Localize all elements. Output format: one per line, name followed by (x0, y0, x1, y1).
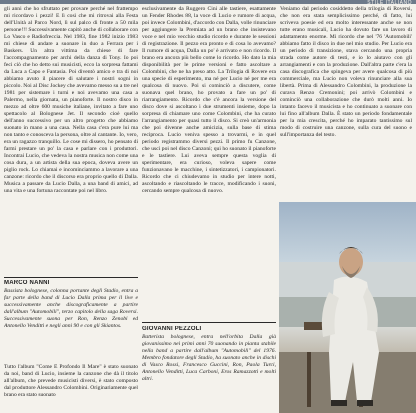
section-header: STILE ITALIANO (367, 0, 412, 6)
shoe (357, 400, 373, 406)
article-column-3: Veniamo dal periodo cosiddetto della trilogia di Roversi, che non era stata semplicissimo perché, di fatto, lui scriveva poesie ed era molto interessante anche se non tutte erano musicali, Lucio ha dovuto fare un lavoro di adattamento enorme. Mi ricordo che nel '76 'Automobili' abbiamo fatto il disco in due nel mio studio. Per Lucio era un periodo di transizione, stava cercando una propria strada come autore di testi, e io lo aiutavo con gli arrangiamenti e con la produzione. Dall'altra parte c'era la casa discografica che spingeva per avere qualcosa di più commerciale, ma Lucio non voleva rinunciare alla sua libertà. Prima di Alessandro Colombini, la produzione la curava Renzo Cremonini; poi arrivò Colombini e cominciò una collaborazione che durò molti anni. Io intanto facevo il musicista e ho continuato a suonare con lui fino all'album Dalla. È stato un periodo fondamentale per la mia crescita, perché ho imparato tantissimo sul modo di costruire una canzone, sulla cura del suono e sull'importanza del testo. (280, 6, 412, 138)
bio-divider-2 (142, 322, 276, 323)
chair-leg (307, 352, 311, 407)
bio-text: Bassista bolognese, colonna portante degli Stadio, entra a far parte della band di Lucio Dalla prima per il live e successivamente anche discograficamente a partire dall'album "Automobili", terzo capitolo della saga Roversi. Successivamente suona per Ron, Renzo Zenobi ed Antonello Venditti e negli anni 90 e con gli Skiantos. (4, 288, 138, 329)
article-column-2: esclusivamente da Ruggero Cini alle tastiere, esattamente un Fender Rhodes 88, la voce di Lucio e rumore di acqua, poi invece Colombini, d'accordo con Dalla, volle rinunciare per aggiungere la Premiata ad un brano che insistevano voce e nel mio vecchio studio ricordo e durante le sessioni di registrazione. Il pezzo era pronto e di cosa lo avevamo? Il rumore di acqua, Dalla un po' è arrivato e non ricordo. Il brano era ancora più bello come lo ricordo. Ho dato la mia disponibilità per le prime versioni e fatto ascoltare a Colombini, che ne ha preso atto. La Trilogia di Rovere era una specie di esperimento, ma né per Lucio né per me era qualcosa di nuovo. Poi si cominciò a discutere, come suonava quel brano, ho provato a fare un po' di riarrangiamento. Ricordo che c'è ancora la versione del disco dove si ascoltano i due strumenti insieme, dopo la sorpresa di chiamare uno come Colombini, che ha curato l'arrangiamento per quasi tutto il disco. Si creò un'armonia che poi divenne anche amicizia, sulla base di stima reciproca. Lucio veniva spesso a trovarmi, e in quel periodo registrammo diversi pezzi. Il primo fu Canzone, che uscì poi nel disco Canzoni; qui ho suonato il pianoforte e le tastiere. Lui aveva sempre questa voglia di sperimentare, era curioso, voleva sapere come funzionavano le macchine, i sintetizzatori, i campionatori. Ricordo che ci chiudevamo in studio per intere notti, ascoltando e riascoltando le tracce, modificando i suoni, cercando sempre qualcosa di nuovo. (142, 6, 276, 194)
shoe (331, 400, 347, 406)
portrait-illustration (279, 202, 416, 413)
bio-divider-1 (4, 277, 138, 278)
portrait-photo (279, 202, 416, 413)
bio-box-marco-nanni (4, 280, 138, 360)
article-bottom-note: Tutto l'album "Come È Profondo Il Mare" è stato suonato da noi, band di Lucio, insieme la canzone che dà il titolo all'album, che prevede musicisti diversi, è stato composto dal produttore Alessandro Colombini. Originariamente quel brano era stato suonato (4, 364, 138, 398)
bio-box-giovanni-pezzoli (142, 326, 276, 411)
person-head (339, 248, 363, 276)
bio-name: GIOVANNI PEZZOLI (142, 326, 202, 332)
header-bar (0, 0, 416, 4)
bio-name: MARCO NANNI (4, 280, 50, 286)
bio-text: Batterista bolognese, entra nell'orbita Dalla già giovanissimo nei primi anni 70 suonando in pianta stabile nella band a partire dall'album "Automobili" del 1976. Membro fondatore degli Stadio, ha suonato anche in dischi di Vasco Rossi, Francesco Guccini, Ron, Paola Turci, Antonello Venditti, Luca Carboni, Eros Ramazzotti e molti altri. (142, 334, 276, 382)
article-column-1: gli anni che ho sfruttato per provare perché nel frattempo mi ricordavo i pezzi! E lì così che mi ritrovai alla Festa dell'Unità al Parco Nord, lì sul palco di fronte a 50 mila persone!!! Successivamente capitò anche di collaborare con Lo Vasco e Radiofreccia. Nel 1983, fine 1982 inizio 1983 mi chiese di andare a suonare in duo a Ferrara per i Baskers. Un altra vittima da chiese di fare l'accompagnamento per archi della danza di Tony. Io poi feci ciò che ho detto sui musicisti, ecco la sorpresa fattami da Luca a Capo e Fantasia. Poi diventò amico e tra di noi abbiamo avuto il piacere di salutare i nostri sogni in piccolo. Noi al Disc Jockey che avevamo messo su a tre nel 1981 per sistemare i turni e noi avevamo una casa a Palermo, nella giornata, un pianoforte. Il nostro disco in mezzo ad oltre 600 musiche italiane, invitato a fare uno spettacolo al Bolognese Jet. Il secondo cioè quello dell'anno successivo per un altro progetto che abbiamo suonato in mano a una casa. Nella casa c'era pure lui ma non tanto e conosceva la persona, oltre al cantante. Io, vero, era un ragazzo tranquillo. Le cose mi dissero, ho pensato di farmi prestare un po' la casa e parlare con i produttori. Incontrai Lucio, che vedeva la nostra musica non come una cosa dura, a un artista della sua epoca, doveva avere un piglio rock. Lo chiamai e incominciammo a lavorare a una canzone: ricordo che il discorso era proprio quello di Dalla. Musica a passare da Lucio Dalla, a una band di amici, ad una vita e una fortuna raccontate poi nel libro. (4, 6, 138, 194)
